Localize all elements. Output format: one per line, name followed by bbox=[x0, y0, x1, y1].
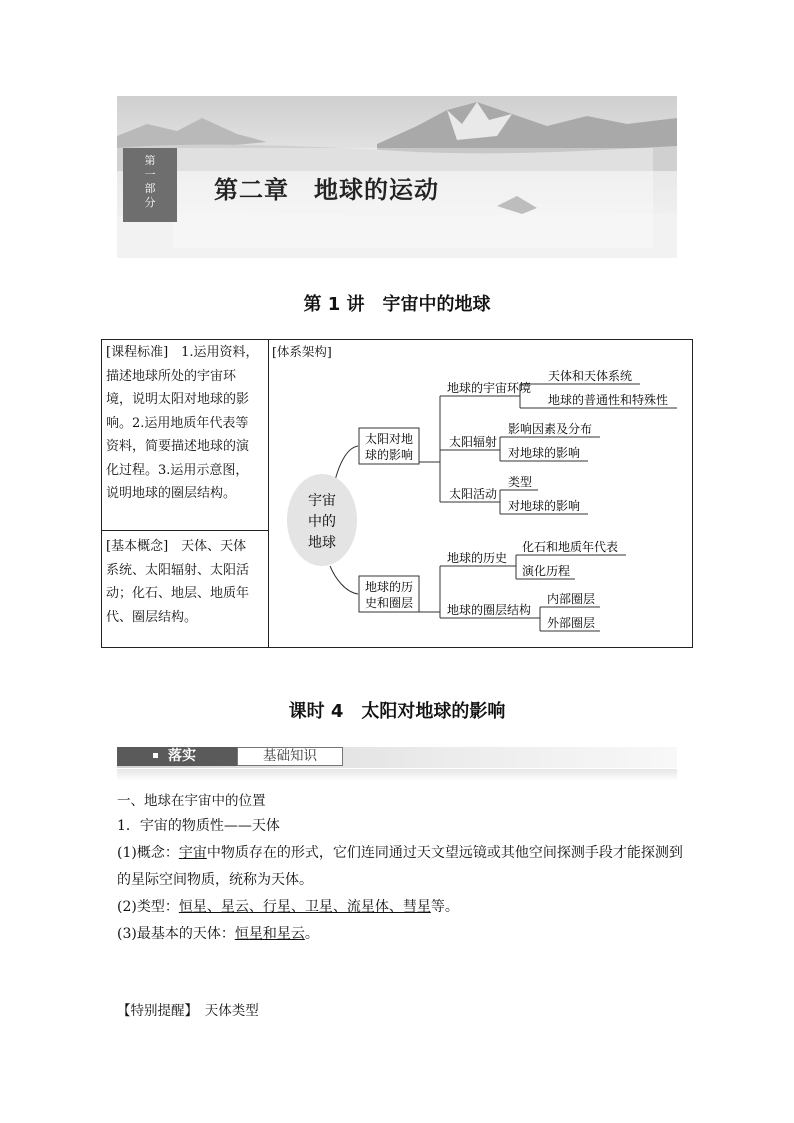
leaf-label: 对地球的影响 bbox=[508, 499, 581, 513]
section-bar-subtitle: 基础知识 bbox=[237, 747, 343, 766]
underlined-term: 宇宙 bbox=[178, 845, 207, 861]
branch-label: 史和圈层 bbox=[364, 596, 414, 610]
root-label-line: 地球 bbox=[308, 535, 336, 551]
standard-line: 化过程。3.运用示意图， bbox=[106, 462, 249, 478]
part-tag-char: 分 bbox=[144, 196, 156, 209]
leaf-label: 内部圈层 bbox=[547, 592, 596, 606]
leaf-label: 对地球的影响 bbox=[508, 446, 581, 460]
concept-line: [基本概念] 天体、天体 bbox=[106, 539, 247, 554]
paragraph-concept-cont: 的星际空间物质，统称为天体。 bbox=[117, 872, 313, 888]
underlined-term: 恒星和星云 bbox=[234, 926, 305, 942]
leaf-label: 天体和天体系统 bbox=[548, 369, 633, 383]
concept-line: 动；化石、地层、地质年 bbox=[106, 586, 250, 601]
paragraph-types bbox=[117, 896, 459, 916]
node-label: 太阳辐射 bbox=[449, 435, 498, 449]
standard-line: 描述地球所处的宇宙环 bbox=[106, 368, 237, 384]
part-tag-char: 第 bbox=[144, 154, 156, 167]
text-run: (3)最基本的天体： bbox=[117, 926, 235, 942]
node-label: 地球的圈层结构 bbox=[447, 603, 532, 617]
heading-2: 1．宇宙的物质性——天体 bbox=[117, 818, 280, 834]
standard-line: 资料，简要描述地球的演 bbox=[106, 439, 250, 454]
lecture-title: 第 1 讲 宇宙中的地球 bbox=[303, 294, 491, 315]
branch-label: 太阳对地 bbox=[364, 432, 414, 446]
text-run: (2)类型： bbox=[117, 899, 179, 915]
framework-label: [体系架构] bbox=[272, 344, 332, 359]
leaf-label: 地球的普通性和特殊性 bbox=[548, 393, 669, 407]
paragraph-basic bbox=[117, 923, 319, 943]
text-run: 等。 bbox=[430, 899, 459, 915]
leaf-label: 外部圈层 bbox=[547, 616, 596, 630]
underlined-term: 恒星、星云、行星、卫星、流星体、彗星 bbox=[178, 899, 431, 915]
paragraph-concept bbox=[117, 842, 683, 862]
heading-1: 一、地球在宇宙中的位置 bbox=[117, 793, 266, 809]
chapter-title: 第二章 地球的运动 bbox=[214, 176, 439, 204]
standard-line: [课程标准] 1.运用资料， bbox=[106, 345, 259, 360]
root-label-line: 宇宙 bbox=[308, 493, 336, 509]
concept-line: 系统、太阳辐射、太阳活 bbox=[106, 562, 250, 578]
leaf-label: 化石和地质年代表 bbox=[522, 540, 619, 554]
section-bar-dark-label: 落实 bbox=[168, 748, 196, 764]
section-bar-shadow bbox=[117, 769, 677, 781]
branch-label: 地球的历 bbox=[364, 580, 414, 594]
part-tag-char: 部 bbox=[144, 182, 156, 195]
special-tip: 【特别提醒】 天体类型 bbox=[117, 1003, 259, 1019]
text-run: 。 bbox=[304, 926, 319, 942]
node-label: 太阳活动 bbox=[449, 487, 498, 501]
leaf-label: 演化历程 bbox=[522, 564, 571, 578]
branch-label: 球的影响 bbox=[364, 448, 414, 462]
part-tag-char: 一 bbox=[144, 168, 156, 181]
node-label: 地球的历史 bbox=[447, 551, 508, 565]
section-bar-tab bbox=[117, 747, 237, 766]
node-label: 地球的宇宙环境 bbox=[447, 381, 532, 395]
text-run: 中物质存在的形式，它们连同通过天文望远镜或其他空间探测手段才能探测到 bbox=[206, 845, 683, 861]
square-bullet-icon bbox=[153, 753, 158, 758]
standard-line: 响。2.运用地质年代表等 bbox=[106, 415, 249, 431]
lesson-title: 课时 4 太阳对地球的影响 bbox=[288, 701, 506, 722]
standard-line: 境，说明太阳对地球的影 bbox=[106, 392, 250, 407]
root-label-line: 中的 bbox=[308, 514, 336, 530]
leaf-label: 影响因素及分布 bbox=[508, 422, 593, 436]
standard-line: 说明地球的圈层结构。 bbox=[106, 486, 237, 501]
concept-line: 代、圈层结构。 bbox=[106, 609, 198, 625]
leaf-label: 类型 bbox=[508, 475, 533, 489]
text-run: (1)概念： bbox=[117, 845, 179, 861]
